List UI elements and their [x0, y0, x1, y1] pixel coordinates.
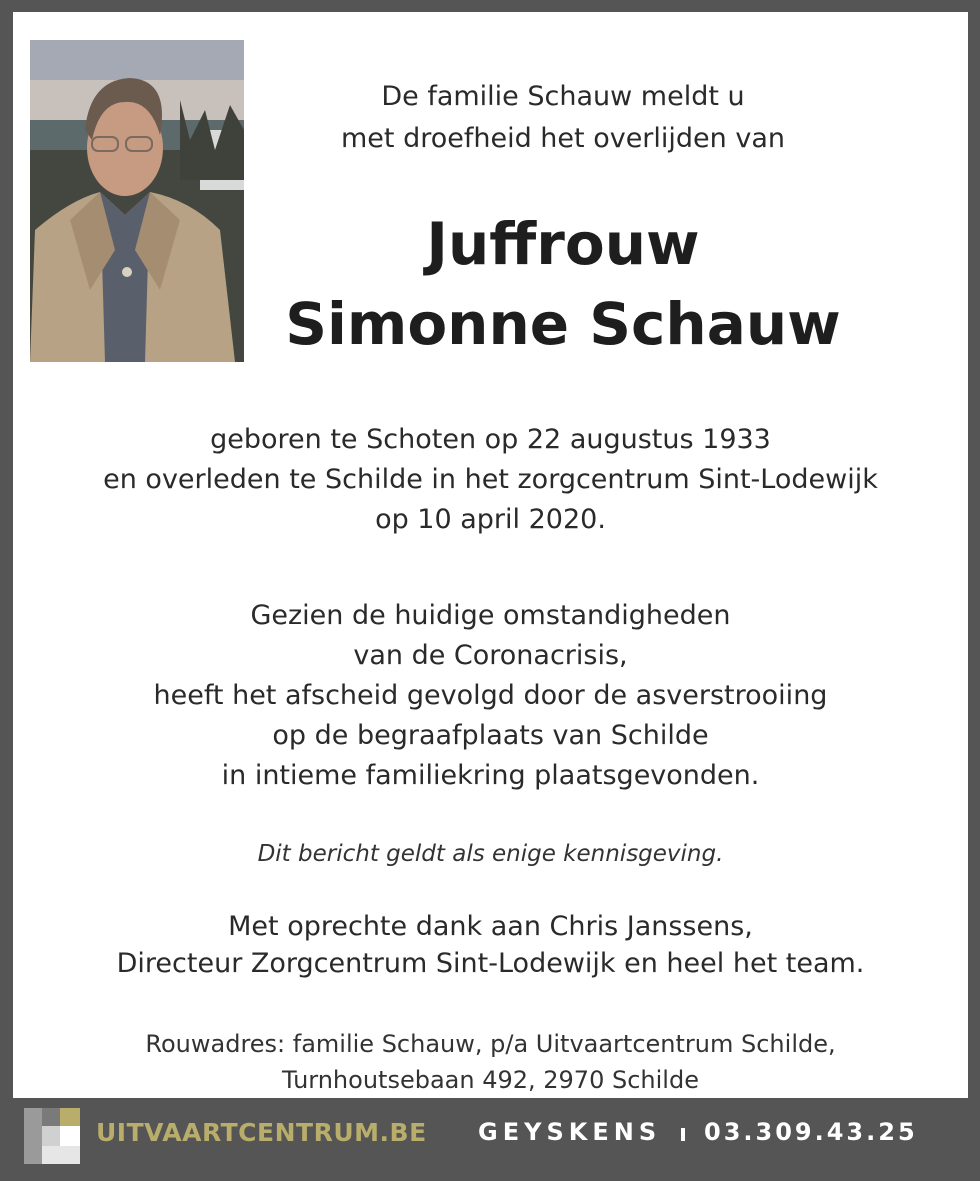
intro-line: met droefheid het overlijden van: [341, 123, 785, 154]
thanks-line: Met oprechte dank aan Chris Janssens,: [228, 911, 753, 942]
divider: [681, 1128, 685, 1141]
website-link[interactable]: UITVAARTCENTRUM.BE: [96, 1118, 427, 1147]
footer-bar: [0, 1098, 980, 1181]
notice-line: Dit bericht geldt als enige kennisgeving.: [257, 841, 724, 867]
farewell-line: van de Coronacrisis,: [353, 640, 628, 671]
dates-line: en overleden te Schilde in het zorgcentrum Sint-Lodewijk: [103, 464, 878, 495]
farewell-line: Gezien de huidige omstandigheden: [250, 600, 731, 631]
name-full: Simonne Schauw: [285, 290, 841, 358]
dates-line: geboren te Schoten op 22 augustus 1933: [210, 424, 771, 455]
thanks-paragraph: [13, 908, 968, 982]
birth-death-dates: [13, 420, 968, 540]
phone-number[interactable]: 03.309.43.25: [704, 1118, 918, 1146]
thanks-line: Directeur Zorgcentrum Sint-Lodewijk en heel het team.: [116, 948, 865, 979]
farewell-line: heeft het afscheid gevolgd door de asverstrooiing: [153, 680, 828, 711]
portrait-photo: [30, 40, 244, 362]
name-title: Juffrouw: [426, 210, 700, 278]
farewell-paragraph: [13, 596, 968, 796]
farewell-line: op de begraafplaats van Schilde: [272, 720, 709, 751]
deceased-name: [243, 204, 883, 364]
death-notice-card: [13, 12, 968, 1098]
funeral-home-name: GEYSKENS: [478, 1118, 662, 1146]
uitvaartcentrum-logo-icon: [24, 1108, 80, 1164]
dates-line: op 10 april 2020.: [375, 504, 606, 535]
mourning-address: [13, 1026, 968, 1098]
address-line: Rouwadres: familie Schauw, p/a Uitvaartcentrum Schilde,: [145, 1030, 836, 1058]
portrait-illustration: [30, 40, 244, 362]
intro-text: [273, 76, 853, 160]
address-line: Turnhoutsebaan 492, 2970 Schilde: [282, 1066, 699, 1094]
notice-text: [13, 836, 968, 872]
farewell-line: in intieme familiekring plaatsgevonden.: [221, 760, 760, 791]
intro-line: De familie Schauw meldt u: [381, 81, 745, 112]
